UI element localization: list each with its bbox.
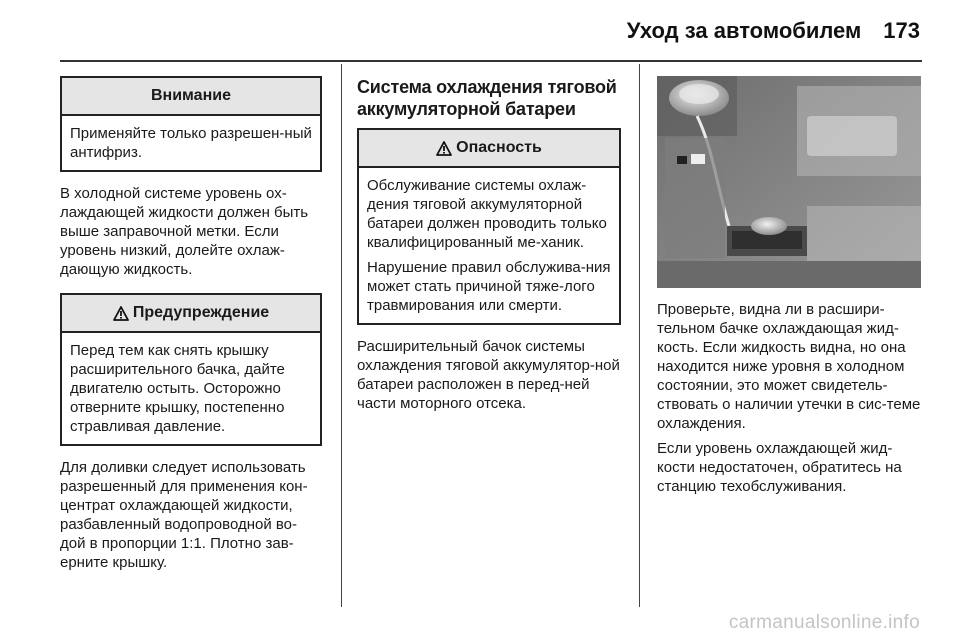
notice-box-header (62, 78, 320, 116)
paragraph: Для доливки следует использовать разрешенный для применения кон-центрат охлаждающей жидкости, разбавленный водопроводной во-дой в пропорции 1:1. Плотно зав-ерните крышку. (60, 459, 308, 571)
danger-box-header (359, 130, 619, 168)
column-2 (357, 76, 621, 427)
warning-box-header (62, 295, 320, 333)
warning-box (60, 293, 322, 446)
paragraph: Если уровень охлаждающей жид-кости недостаточен, обратитесь на станцию техобслуживания. (657, 440, 902, 495)
notice-text: Применяйте только разрешен-ный антифриз. (70, 125, 312, 161)
column-3 (657, 76, 921, 510)
column-divider (639, 64, 640, 607)
paragraph: Проверьте, видна ли в расшири-тельном бачке охлаждающая жид-кость. Если жидкость видна, но она находится ниже уровня в холодном состоянии, это может свидетель-ствовать о наличии утечки в сис-теме охлаждения. (657, 301, 921, 432)
notice-title: Внимание (151, 87, 231, 104)
danger-box-body (359, 168, 619, 323)
warning-title: Предупреждение (132, 304, 270, 321)
danger-title: Опасность (456, 139, 542, 156)
paragraph: Расширительный бачок системы охлаждения тяговой аккумулятор-ной батареи расположен в перед-ней части моторного отсека. (357, 338, 620, 412)
warning-text: Перед тем как снять крышку расширительного бачка, дайте двигателю остыть. Осторожно отверните крышку, постепенно стравливая давление. (70, 342, 285, 435)
danger-text: Нарушение правил обслужива-ния может стать причиной тяже-лого травмирования или смерти. (367, 259, 611, 314)
warning-box-body (62, 333, 320, 444)
header-title: Уход за автомобилем (626, 18, 862, 43)
danger-box (357, 128, 621, 325)
engine-bay-illustration (657, 76, 921, 288)
column-1 (60, 76, 322, 586)
notice-box (60, 76, 322, 172)
watermark: carmanualsonline.info (728, 612, 920, 633)
section-title: Система охлаждения тяговой аккумуляторной батареи (357, 77, 617, 119)
notice-box-body (62, 116, 320, 170)
coolant-reservoir-photo (657, 76, 921, 288)
warning-triangle-icon (113, 306, 129, 321)
paragraph: В холодной системе уровень ох-лаждающей жидкости должен быть выше заправочной метки. Если уровень низкий, долейте охлаж-дающую жидкость. (60, 185, 309, 278)
page-number: 173 (883, 18, 920, 43)
page-header (627, 18, 920, 44)
danger-text: Обслуживание системы охлаж-дения тяговой аккумуляторной батареи должен проводить только квалифицированный ме-ханик. (367, 177, 607, 251)
warning-triangle-icon (436, 141, 452, 156)
header-rule (60, 60, 922, 62)
column-divider (341, 64, 342, 607)
